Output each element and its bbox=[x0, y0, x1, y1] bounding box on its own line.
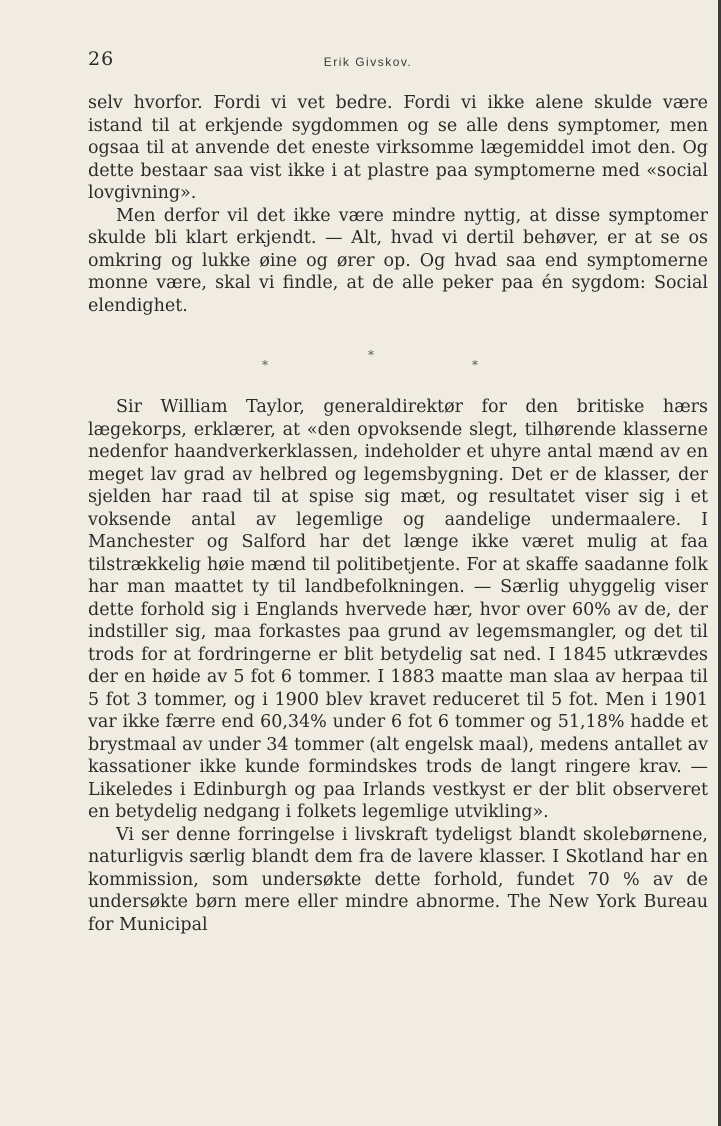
asterisk-mark: * bbox=[368, 348, 374, 362]
text-block-top bbox=[88, 92, 708, 317]
paragraph: Men derfor vil det ikke være mindre nyttig, at disse symptomer skulde bli klart erkjendt. — Alt, hvad vi dertil behøver, er at se os omkring og lukke øine og ører op. Og hvad saa end symptomerne monne være, skal vi findle, at de alle peker paa én sygdom: Social elendighet. bbox=[88, 205, 708, 316]
asterisk-mark: * bbox=[262, 358, 268, 372]
paragraph: selv hvorfor. Fordi vi vet bedre. Fordi vi ikke alene skulde være istand til at erkjende sygdommen og se alle dens symptomer, men ogsaa til at anvende det eneste virksomme lægemiddel imot den. Og dette bestaar saa vist ikke i at plastre paa symptomerne med «social lovgivning». bbox=[88, 93, 708, 203]
text-block-bottom bbox=[88, 396, 708, 936]
running-head: Erik Givskov. bbox=[323, 55, 413, 69]
page-number: 26 bbox=[88, 48, 115, 70]
paragraph: Sir William Taylor, generaldirektør for den britiske hærs lægekorps, erklærer, at «den opvoksende slegt, tilhørende klasserne nedenfor haandverkerklassen, indeholder et uhyre antal mænd av en meget lav grad av helbred og legemsbygning. Det er de klasser, der sjelden har raad til at spise sig mæt, og resultatet viser sig i et voksende antal av legemlige og aandelige undermaalere. I Manchester og Salford har det længe ikke været mulig at faa tilstrækkelig høie mænd til politibetjente. For at skaffe saadanne folk har man maattet ty til landbefolkningen. — Særlig uhyggelig viser dette forhold sig i Englands hvervede hær, hvor over 60% av de, der indstiller sig, maa forkastes paa grund av legemsmangler, og det til trods for at fordringerne er blit betydelig sat ned. I 1845 utkrævdes der en høide av 5 fot 6 tommer. I 1883 maatte man slaa av herpaa til 5 fot 3 tommer, og i 1900 blev kravet reduceret til 5 fot. Men i 1901 var ikke færre end 60,34% under 6 fot 6 tommer og 51,18% hadde et brystmaal av under 34 tommer (alt engelsk maal), medens antallet av kassationer ikke kunde formindskes trods de langt ringere krav. — Likeledes i Edinburgh og paa Irlands vestkyst er der blit observeret en betydelig nedgang i folkets legemlige utvikling». bbox=[88, 397, 708, 822]
paragraph: Vi ser denne forringelse i livskraft tydeligst blandt skolebørnene, naturligvis særlig blandt dem fra de lavere klasser. I Skotland har en kommission, som undersøkte dette forhold, fundet 70 % av de undersøkte børn mere eller mindre abnorme. The New York Bureau for Municipal bbox=[88, 824, 708, 935]
asterisk-mark: * bbox=[472, 358, 478, 372]
section-separator bbox=[240, 348, 500, 378]
page-header bbox=[88, 48, 648, 78]
